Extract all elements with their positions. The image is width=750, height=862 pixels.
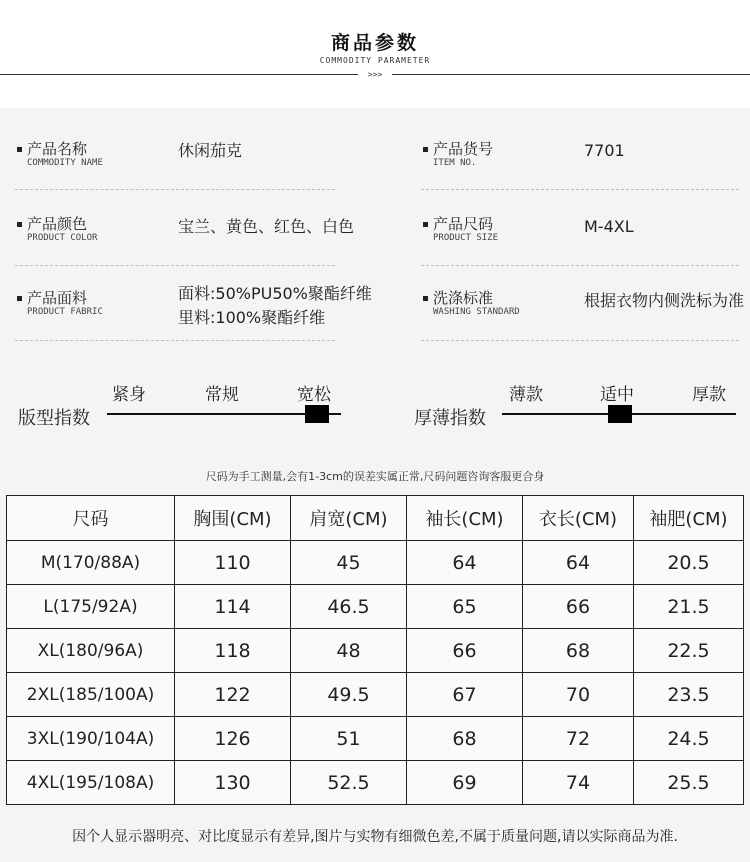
column-header: 胸围(CM) xyxy=(175,496,291,541)
fit-option-loose: 宽松 xyxy=(297,385,331,405)
param-label-en: COMMODITY NAME xyxy=(27,158,103,168)
table-cell: 74 xyxy=(523,761,634,805)
thickness-index-title: 厚薄指数 xyxy=(414,408,486,429)
table-cell: 64 xyxy=(407,541,523,585)
divider xyxy=(15,189,335,190)
table-cell: XL(180/96A) xyxy=(7,629,175,673)
thickness-option-medium: 适中 xyxy=(600,385,634,405)
divider xyxy=(421,340,739,341)
table-cell: L(175/92A) xyxy=(7,585,175,629)
table-row xyxy=(7,585,744,629)
table-cell: M(170/88A) xyxy=(7,541,175,585)
table-row xyxy=(7,629,744,673)
table-cell: 22.5 xyxy=(634,629,744,673)
table-row xyxy=(7,717,744,761)
thickness-index-marker xyxy=(608,405,632,423)
table-cell: 25.5 xyxy=(634,761,744,805)
param-label: 产品颜色 xyxy=(27,215,88,233)
param-value-fabric-outer: 面料:50%PU50%聚酯纤维 xyxy=(178,284,372,303)
param-value-fabric-lining: 里料:100%聚酯纤维 xyxy=(178,308,326,327)
table-cell: 24.5 xyxy=(634,717,744,761)
table-cell: 66 xyxy=(407,629,523,673)
table-cell: 52.5 xyxy=(291,761,407,805)
divider xyxy=(15,265,335,266)
table-cell: 69 xyxy=(407,761,523,805)
fit-option-regular: 常规 xyxy=(205,385,239,405)
fit-index-marker xyxy=(305,405,329,423)
table-row xyxy=(7,761,744,805)
section-title: 商品参数 xyxy=(330,32,419,54)
column-header: 袖肥(CM) xyxy=(634,496,744,541)
column-header: 袖长(CM) xyxy=(407,496,523,541)
table-cell: 48 xyxy=(291,629,407,673)
divider xyxy=(421,265,739,266)
table-cell: 118 xyxy=(175,629,291,673)
param-label: 产品尺码 xyxy=(433,215,494,233)
param-value-item-no: 7701 xyxy=(584,141,625,160)
column-header: 衣长(CM) xyxy=(523,496,634,541)
param-value-product-size: M-4XL xyxy=(584,217,634,236)
column-header: 尺码 xyxy=(7,496,175,541)
table-cell: 110 xyxy=(175,541,291,585)
table-cell: 67 xyxy=(407,673,523,717)
param-label: 产品名称 xyxy=(27,140,88,158)
param-label: 产品货号 xyxy=(433,140,494,158)
thickness-option-thick: 厚款 xyxy=(692,385,726,405)
param-label-en: PRODUCT SIZE xyxy=(433,233,499,243)
table-cell: 3XL(190/104A) xyxy=(7,717,175,761)
param-label: 洗涤标准 xyxy=(433,289,494,307)
size-chart-table xyxy=(6,495,744,805)
table-cell: 64 xyxy=(523,541,634,585)
param-value-commodity-name: 休闲茄克 xyxy=(178,141,243,160)
table-cell: 45 xyxy=(291,541,407,585)
divider xyxy=(15,340,335,341)
bullet-icon xyxy=(17,147,22,152)
table-cell: 2XL(185/100A) xyxy=(7,673,175,717)
table-cell: 68 xyxy=(407,717,523,761)
section-header xyxy=(0,0,750,108)
param-label-en: ITEM NO. xyxy=(433,158,477,168)
table-cell: 21.5 xyxy=(634,585,744,629)
param-value-washing-standard: 根据衣物内侧洗标为准 xyxy=(584,291,745,310)
table-cell: 4XL(195/108A) xyxy=(7,761,175,805)
fit-index-title: 版型指数 xyxy=(18,408,90,429)
param-label-en: WASHING STANDARD xyxy=(433,307,520,317)
param-label-en: PRODUCT FABRIC xyxy=(27,307,103,317)
param-label: 产品面料 xyxy=(27,289,88,307)
table-cell: 66 xyxy=(523,585,634,629)
thickness-option-thin: 薄款 xyxy=(509,385,543,405)
param-value-product-color: 宝兰、黄色、红色、白色 xyxy=(178,217,355,236)
table-header-row xyxy=(7,496,744,541)
table-cell: 114 xyxy=(175,585,291,629)
table-cell: 49.5 xyxy=(291,673,407,717)
table-cell: 70 xyxy=(523,673,634,717)
table-cell: 65 xyxy=(407,585,523,629)
table-cell: 72 xyxy=(523,717,634,761)
table-cell: 51 xyxy=(291,717,407,761)
table-cell: 68 xyxy=(523,629,634,673)
fit-option-slim: 紧身 xyxy=(112,385,146,405)
table-cell: 23.5 xyxy=(634,673,744,717)
size-measurement-note: 尺码为手工测量,会有1-3cm的误差实属正常,尺码问题咨询客服更合身 xyxy=(205,470,545,483)
color-disclaimer: 因个人显示器明亮、对比度显示有差异,图片与实物有细微色差,不属于质量问题,请以实际商品为准. xyxy=(72,829,678,845)
column-header: 肩宽(CM) xyxy=(291,496,407,541)
table-cell: 46.5 xyxy=(291,585,407,629)
bullet-icon xyxy=(17,222,22,227)
bullet-icon xyxy=(423,147,428,152)
bullet-icon xyxy=(423,222,428,227)
header-arrows: >>> xyxy=(367,70,383,79)
table-cell: 130 xyxy=(175,761,291,805)
table-row xyxy=(7,673,744,717)
bullet-icon xyxy=(423,296,428,301)
table-cell: 122 xyxy=(175,673,291,717)
bullet-icon xyxy=(17,296,22,301)
table-row xyxy=(7,541,744,585)
section-subtitle: COMMODITY PARAMETER xyxy=(319,56,431,65)
param-label-en: PRODUCT COLOR xyxy=(27,233,98,243)
divider xyxy=(421,189,739,190)
table-cell: 20.5 xyxy=(634,541,744,585)
table-cell: 126 xyxy=(175,717,291,761)
